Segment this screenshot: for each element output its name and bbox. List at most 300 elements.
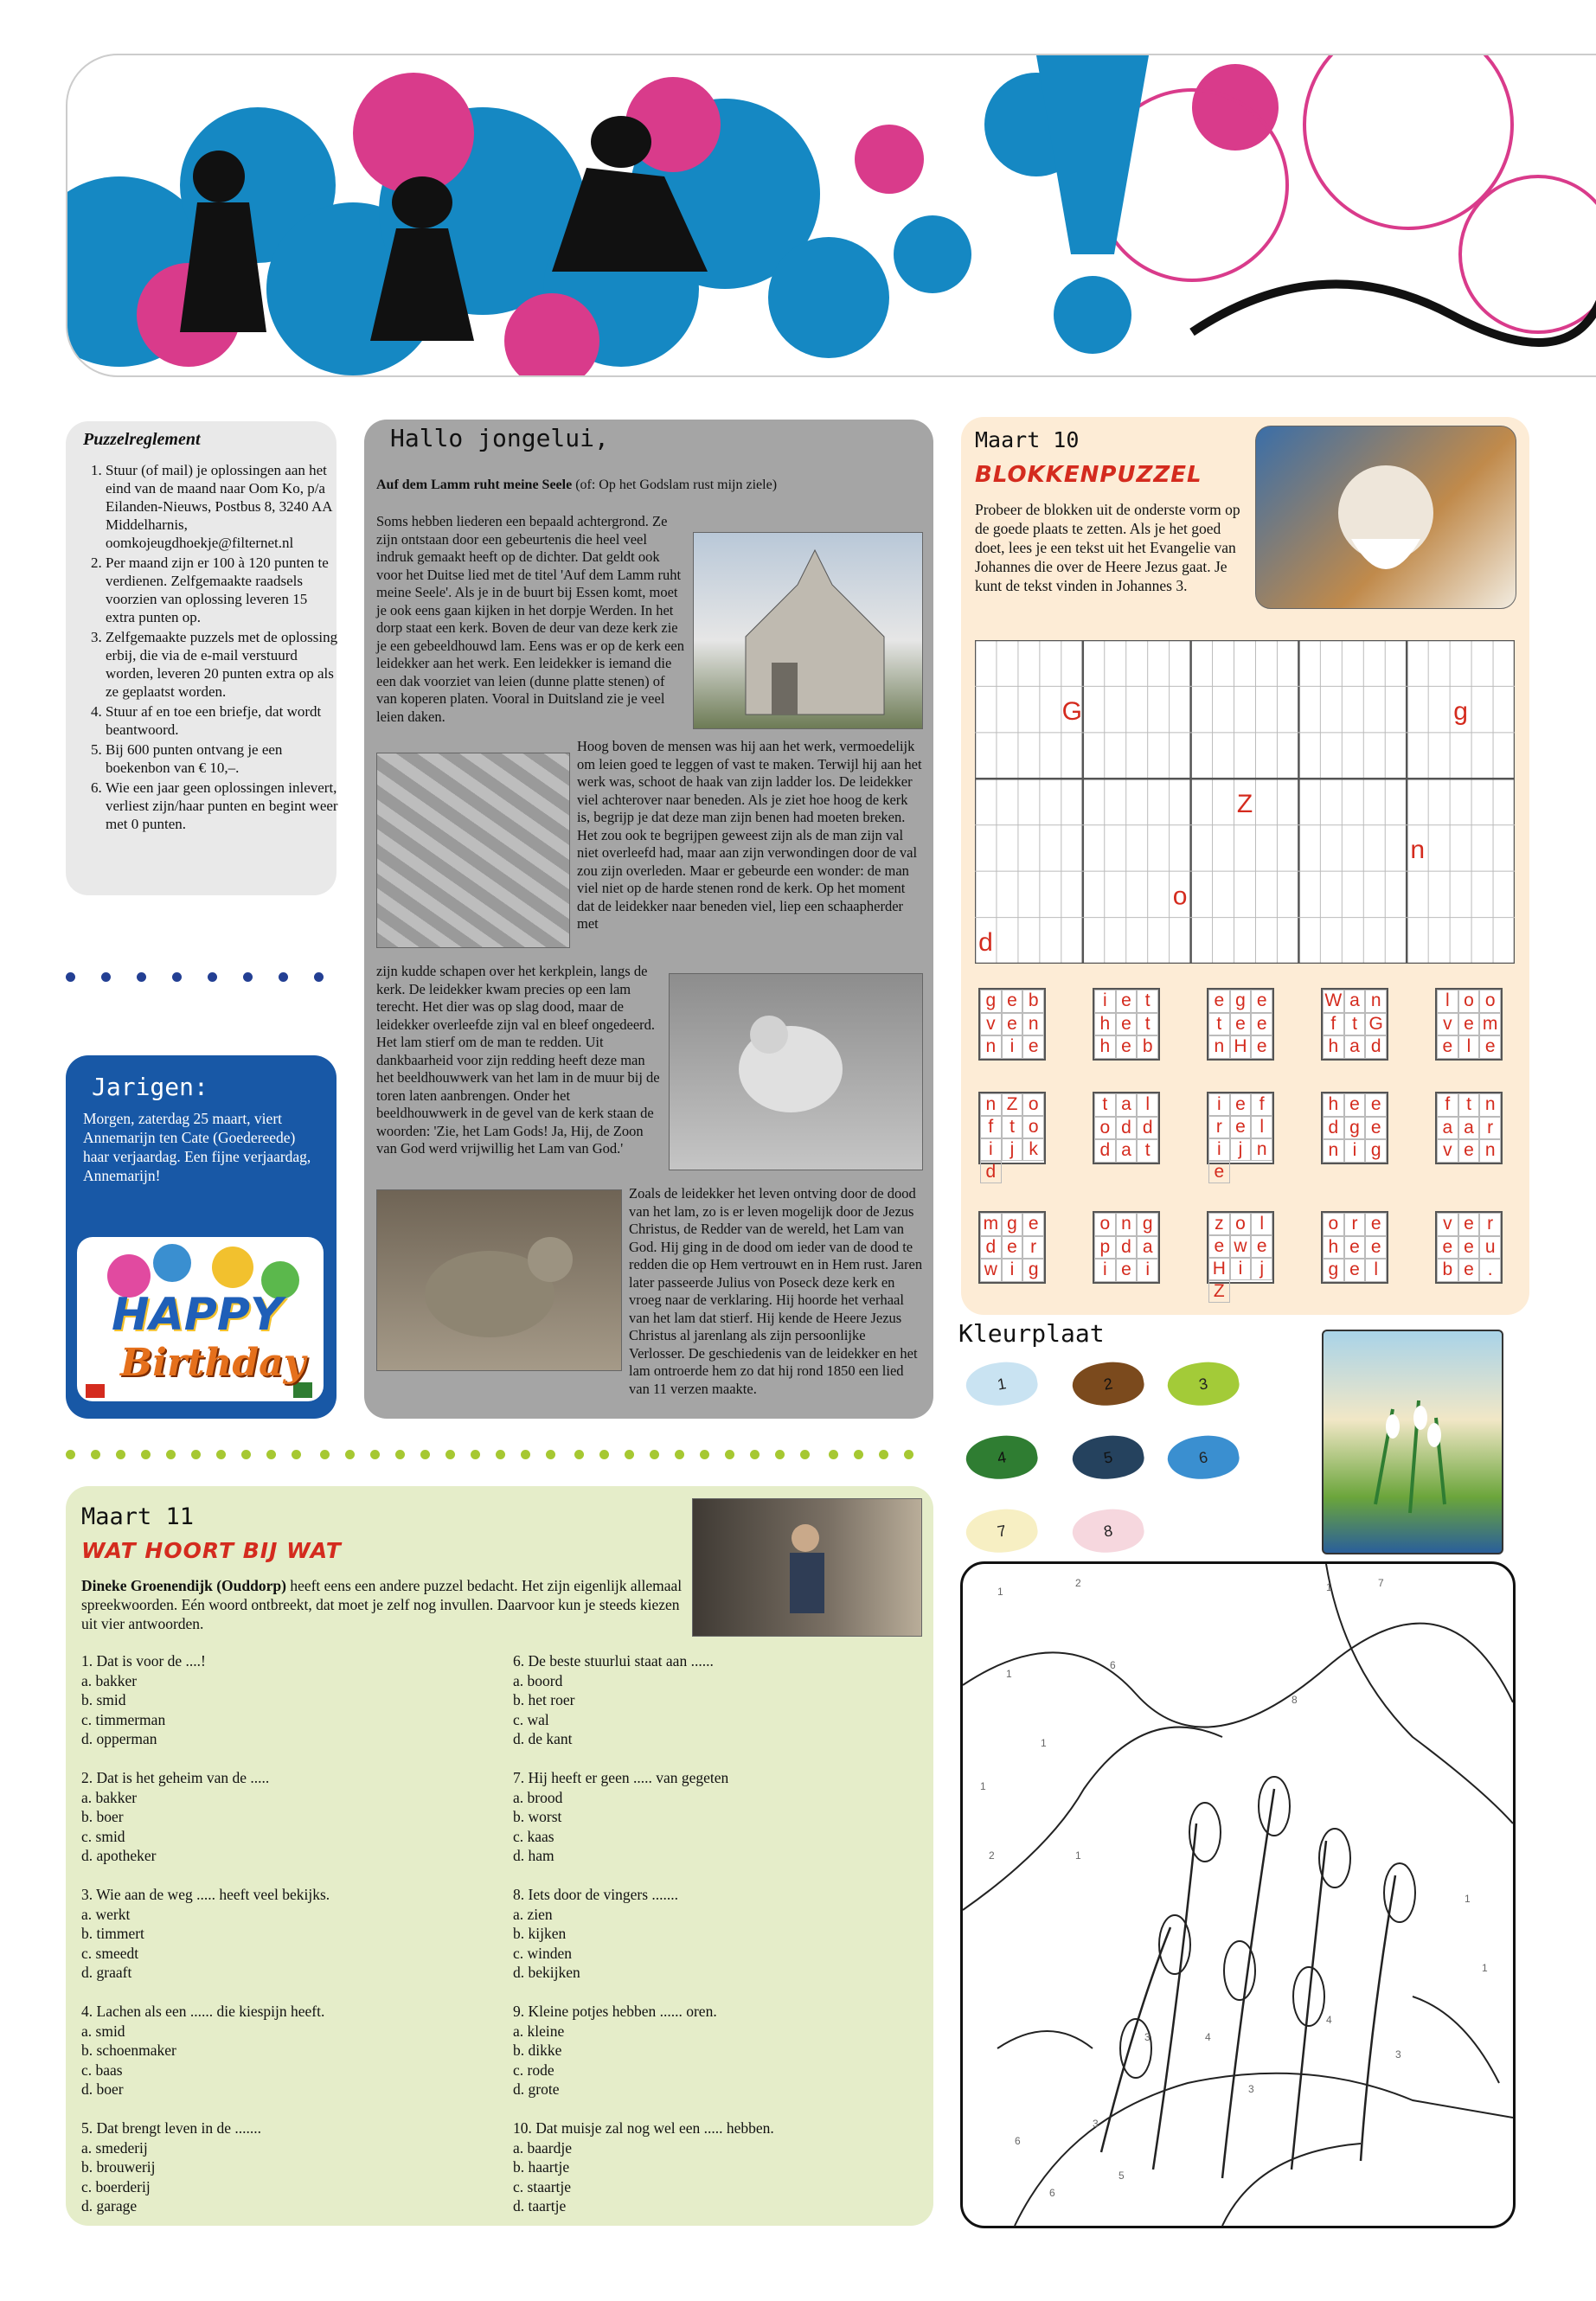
- block-letter: e: [1251, 1013, 1272, 1036]
- block-letter: w: [980, 1259, 1002, 1282]
- block-letter: n: [1251, 1138, 1272, 1161]
- quiz-answer-option[interactable]: c. boerderij: [81, 2177, 151, 2195]
- color-swatch: 5: [1069, 1430, 1146, 1484]
- puzzle-block[interactable]: [978, 1092, 1046, 1182]
- puzzle-block[interactable]: [1207, 988, 1274, 1061]
- article-subtitle-line: [376, 477, 921, 495]
- rule-item: 1. Stuur (of mail) je oplossingen aan het eind van de maand naar Oom Ko, p/a Eilanden-Nieuws, Postbus 8, 3240 AA Middelharnis, oomkojeugdhoekje@filternet.nl: [106, 461, 339, 552]
- block-letter: j: [1230, 1138, 1252, 1161]
- region-number: 7: [1378, 1577, 1384, 1589]
- color-swatch: 8: [1069, 1503, 1146, 1558]
- block-letter: i: [1208, 1093, 1230, 1116]
- block-letter: e: [1230, 1093, 1252, 1116]
- block-letter: a: [1116, 1139, 1138, 1163]
- quiz-intro-name: Dineke Groenendijk (Ouddorp): [81, 1577, 286, 1594]
- birthday-text: Morgen, zaterdag 25 maart, viert Annemarijn ten Cate (Goedereede) haar verjaardag. Een fijne verjaardag, Annemarijn!: [83, 1110, 311, 1184]
- block-letter: l: [1251, 1116, 1272, 1138]
- block-letter: a: [1344, 1035, 1366, 1059]
- block-letter: n: [1208, 1035, 1230, 1059]
- block-letter: e: [1022, 1213, 1044, 1236]
- article-block-3: zijn kudde schapen over het kerkplein, langs de kerk. De leidekker kwam precies op een lam terecht. Het dier was op slag dood, maar de leidekker overleefde zijn val en bleef ongedeerd. Het lam stierf om de man te redden. Uit dankbaarheid voor zijn redding heeft deze man het beeldhouwwerk van het lam in de muur bij de toren laten aanbrengen. Onder het beeldhouwwerk in de gevel van de kerk staan de woorden: 'Zie, het Lam Gods! Ja, Hij, de Zoon van God werd vrijwillig het Lam van God.': [376, 963, 660, 1157]
- block-letter: g: [1137, 1213, 1158, 1236]
- quiz-answer-option[interactable]: c. kaas: [513, 1827, 554, 1845]
- rule-item: 4. Stuur af en toe een briefje, dat wordt beantwoord.: [106, 702, 339, 739]
- header-banner: [66, 54, 1596, 377]
- block-letter: n: [1479, 1139, 1501, 1163]
- quiz-question: [513, 2118, 920, 2216]
- quiz-question-text: 1. Dat is voor de ....!: [81, 1652, 206, 1670]
- block-letter: e: [1002, 1236, 1023, 1259]
- block-letter: a: [1437, 1117, 1458, 1140]
- quiz-answer-option[interactable]: d. ham: [513, 1847, 554, 1864]
- block-letter: d: [1094, 1139, 1116, 1163]
- block-letter: e: [1437, 1236, 1458, 1259]
- block-puzzle-date: Maart 10: [975, 427, 1080, 452]
- quiz-answer-option[interactable]: c. wal: [513, 1710, 549, 1728]
- region-number: 4: [1326, 2014, 1332, 2026]
- quiz-question: [81, 1768, 497, 1866]
- block-letter: g: [1365, 1139, 1387, 1163]
- block-letter: d: [1323, 1117, 1344, 1140]
- block-letter: o: [1094, 1213, 1116, 1236]
- block-letter: n: [980, 1035, 1002, 1059]
- region-number: 1: [1075, 1849, 1081, 1862]
- quiz-question: [81, 1885, 497, 1983]
- quiz-question-text: 7. Hij heeft er geen ..... van gegeten: [513, 1769, 729, 1786]
- block-letter: t: [1208, 1013, 1230, 1036]
- coloring-title: Kleurplaat: [958, 1319, 1105, 1348]
- block-letter: e: [1022, 1035, 1044, 1059]
- block-letter: m: [1479, 1013, 1501, 1036]
- block-letter: h: [1094, 1013, 1116, 1036]
- block-letter: i: [1002, 1035, 1023, 1059]
- region-number: 4: [1205, 2031, 1211, 2043]
- block-letter: p: [1094, 1236, 1116, 1259]
- region-number: 3: [1395, 2048, 1401, 2061]
- block-letter: e: [1437, 1035, 1458, 1059]
- rule-item: 5. Bij 600 punten ontvang je een boekenbon van € 10,–.: [106, 740, 339, 777]
- quiz-question: [513, 1885, 920, 1983]
- block-letter: l: [1437, 990, 1458, 1013]
- color-swatch: 4: [963, 1430, 1040, 1484]
- church-photo: [693, 532, 923, 729]
- birthday-title: Jarigen:: [92, 1073, 208, 1101]
- block-letter: o: [1022, 1093, 1044, 1116]
- block-letter: e: [1208, 990, 1230, 1013]
- quiz-question: [513, 1651, 920, 1749]
- grid-letter: G: [1061, 696, 1082, 726]
- block-letter: r: [1479, 1117, 1501, 1140]
- quiz-question-text: 2. Dat is het geheim van de .....: [81, 1769, 270, 1786]
- block-letter: H: [1208, 1258, 1230, 1280]
- block-letter: t: [1137, 1013, 1158, 1036]
- block-letter: e: [1344, 1236, 1366, 1259]
- block-letter: .: [1479, 1259, 1501, 1282]
- region-number: 1: [997, 1586, 1003, 1598]
- block-letter: l: [1137, 1093, 1158, 1117]
- block-letter: b: [1437, 1259, 1458, 1282]
- letter-grid: [975, 640, 1515, 964]
- block-letter: u: [1479, 1236, 1501, 1259]
- block-letter: d: [980, 1236, 1002, 1259]
- block-letter: G: [1365, 1013, 1387, 1036]
- block-letter: a: [1344, 990, 1366, 1013]
- region-number: 1: [1041, 1737, 1047, 1749]
- blue-dot-divider: [66, 971, 349, 986]
- article-subtitle: Auf dem Lamm ruht meine Seele: [376, 478, 573, 492]
- quiz-question-text: 6. De beste stuurlui staat aan ......: [513, 1652, 714, 1670]
- article-title: Hallo jongelui,: [390, 424, 609, 452]
- block-letter: e: [1251, 1235, 1272, 1258]
- block-letter: i: [1208, 1138, 1230, 1161]
- quiz-question-text: 8. Iets door de vingers .......: [513, 1886, 679, 1903]
- quiz-answer-option[interactable]: a. bakker: [81, 1671, 138, 1689]
- block-letter: k: [1022, 1138, 1044, 1161]
- region-number: 1: [1006, 1668, 1012, 1680]
- snowdrop-outline: [963, 1564, 1513, 2226]
- quiz-answer-option[interactable]: b. haartje: [513, 2158, 570, 2176]
- block-letter: e: [1458, 1013, 1480, 1036]
- quiz-answer-option[interactable]: d. grote: [513, 2080, 560, 2098]
- block-letter: g: [1022, 1259, 1044, 1282]
- color-swatch: 2: [1069, 1356, 1146, 1411]
- color-swatch: 6: [1164, 1430, 1241, 1484]
- block-letter: n: [980, 1093, 1002, 1116]
- grid-letter: g: [1453, 696, 1468, 726]
- block-letter: g: [1002, 1213, 1023, 1236]
- block-letter: j: [1251, 1258, 1272, 1280]
- quiz-answer-option[interactable]: c. smid: [81, 1827, 125, 1845]
- quiz-answer-option[interactable]: b. schoenmaker: [81, 2041, 176, 2059]
- rule-item: 6. Wie een jaar geen oplossingen inlevert, verliest zijn/haar punten en begint weer met 0 punten.: [106, 779, 339, 833]
- region-number: 6: [1015, 2135, 1021, 2147]
- quiz-question: [81, 1651, 497, 1749]
- puzzle-block[interactable]: [1321, 1211, 1388, 1284]
- block-letter: e: [1208, 1235, 1230, 1258]
- block-letter: e: [1116, 1035, 1138, 1059]
- block-letter: n: [1022, 1013, 1044, 1036]
- quiz-answer-option[interactable]: a. smid: [81, 2022, 125, 2040]
- block-letter: h: [1323, 1236, 1344, 1259]
- block-letter: d: [1137, 1117, 1158, 1140]
- puzzle-block[interactable]: [1093, 988, 1160, 1061]
- block-letter: f: [1437, 1093, 1458, 1117]
- quiz-answer-option[interactable]: b. smid: [81, 1691, 126, 1708]
- block-letter: e: [1365, 1117, 1387, 1140]
- quiz-question-text: 4. Lachen als een ...... die kiespijn heeft.: [81, 2003, 325, 2020]
- prophet-illustration: [1255, 426, 1516, 609]
- quiz-question-text: 5. Dat brengt leven in de .......: [81, 2119, 262, 2137]
- block-letter: l: [1458, 1035, 1480, 1059]
- block-letter: e: [1116, 1013, 1138, 1036]
- rules-box: [66, 421, 337, 895]
- birthday-word: Birthday: [120, 1341, 306, 1385]
- puzzle-block[interactable]: [1093, 1092, 1160, 1164]
- quiz-answer-option[interactable]: a. kleine: [513, 2022, 565, 2040]
- block-letter: e: [1458, 1236, 1480, 1259]
- region-number: 1: [1482, 1962, 1488, 1974]
- block-letter: e: [1365, 1236, 1387, 1259]
- quiz-answer-option[interactable]: b. het roer: [513, 1691, 575, 1708]
- puzzle-block[interactable]: [1321, 1092, 1388, 1164]
- puzzle-block[interactable]: [1435, 988, 1503, 1061]
- block-letter: h: [1323, 1035, 1344, 1059]
- quiz-question-text: 10. Dat muisje zal nog wel een ..... hebben.: [513, 2119, 774, 2137]
- quiz-intro: [81, 1576, 687, 1633]
- block-letter: r: [1208, 1116, 1230, 1138]
- quiz-right-column: [513, 1651, 920, 2235]
- block-letter: Z: [1002, 1093, 1023, 1116]
- block-letter: d: [1365, 1035, 1387, 1059]
- block-letter: v: [1437, 1139, 1458, 1163]
- quiz-answer-option[interactable]: d. taartje: [513, 2197, 567, 2214]
- puzzle-block[interactable]: [1435, 1092, 1503, 1164]
- block-letter: i: [1002, 1259, 1023, 1282]
- block-letter: o: [1458, 990, 1480, 1013]
- block-letter: g: [1344, 1117, 1366, 1140]
- block-letter: e: [1344, 1093, 1366, 1117]
- block-letter: n: [1116, 1213, 1138, 1236]
- block-letter: n: [1479, 1093, 1501, 1117]
- quiz-answer-option[interactable]: b. kijken: [513, 1925, 567, 1942]
- article-block-4: Zoals de leidekker het leven ontving door de dood van het lam, zo is er leven mogelijk door de Jezus Christus, de Redder van de wereld, het Lam van God. Hij ging in de dood om ieder van de dood te redden die op Hem vertrouwt en in Hem rust. Jaren later passeerde Julius von Poseck deze kerk en vroeg naar de verklaring. Hij hoorde het verhaal van het lam dat stierf. Hij kende de Heere Jezus Christus al jarenlang als zijn persoonlijke Verlosser. De geschiedenis van de leidekker en het lam ontroerde hem zo dat hij rond 1850 een lied van 11 verzen maakte.: [629, 1185, 923, 1397]
- block-puzzle-box: [961, 417, 1529, 1315]
- banner-illustration: [67, 55, 1596, 375]
- region-number: 1: [980, 1780, 986, 1792]
- lamb-sculpture-photo: [669, 973, 923, 1170]
- rule-item: 2. Per maand zijn er 100 à 120 punten te verdienen. Zelfgemaakte raadsels voorzien van oplossing leveren 15 extra punten op.: [106, 554, 339, 626]
- block-letter: d: [1116, 1236, 1138, 1259]
- block-letter: g: [980, 990, 1002, 1013]
- quiz-answer-option[interactable]: d. de kant: [513, 1730, 573, 1747]
- block-letter: e: [1116, 1259, 1138, 1282]
- block-letter: n: [1323, 1139, 1344, 1163]
- block-letter: i: [980, 1138, 1002, 1161]
- quiz-answer-option[interactable]: b. worst: [513, 1808, 562, 1825]
- block-letter: e: [1365, 1213, 1387, 1236]
- color-swatch: 1: [963, 1356, 1040, 1411]
- region-number: 2: [989, 1849, 995, 1862]
- quiz-answer-option[interactable]: d. apotheker: [81, 1847, 157, 1864]
- region-number: 5: [1118, 2170, 1125, 2182]
- quiz-answer-option[interactable]: a. smederij: [81, 2138, 148, 2157]
- block-letter: z: [1208, 1213, 1230, 1235]
- block-letter: i: [1094, 1259, 1116, 1282]
- quiz-answer-option[interactable]: d. bekijken: [513, 1964, 580, 1981]
- quiz-answer-option[interactable]: a. zien: [513, 1905, 553, 1923]
- block-letter: i: [1094, 990, 1116, 1013]
- block-letter: g: [1323, 1259, 1344, 1282]
- block-letter: W: [1323, 990, 1344, 1013]
- quiz-question-text: 3. Wie aan de weg ..... heeft veel bekijks.: [81, 1886, 330, 1903]
- region-number: 1: [1326, 1581, 1332, 1593]
- block-letter: l: [1251, 1213, 1272, 1235]
- block-letter: d: [1116, 1117, 1138, 1140]
- block-letter: o: [1230, 1213, 1252, 1235]
- region-number: 3: [1144, 2031, 1151, 2043]
- puzzle-block[interactable]: [1093, 1211, 1160, 1284]
- block-letter: j: [1002, 1138, 1023, 1161]
- block-letter: l: [1365, 1259, 1387, 1282]
- block-letter: e: [1002, 990, 1023, 1013]
- block-letter: t: [1094, 1093, 1116, 1117]
- block-letter: e: [1365, 1093, 1387, 1117]
- quiz-left-column: [81, 1651, 497, 2235]
- quiz-answer-option[interactable]: a. boord: [513, 1671, 563, 1689]
- block-letter: t: [1002, 1116, 1023, 1138]
- block-letter: t: [1137, 1139, 1158, 1163]
- puzzle-block[interactable]: [978, 1211, 1046, 1284]
- quiz-intro-text: heeft eens een andere puzzel bedacht. Het zijn eigenlijk allemaal spreekwoorden. Eén woord ontbreekt, dat moet je zelf nog invullen. Daarvoor kun je steeds kiezen uit vier antwoorden.: [81, 1577, 683, 1632]
- block-letter: e: [1230, 1013, 1252, 1036]
- coloring-preview: [1322, 1330, 1503, 1554]
- birthday-box: [66, 1055, 337, 1419]
- quiz-answer-option[interactable]: c. smeedt: [81, 1944, 139, 1962]
- quiz-answer-option[interactable]: a. bakker: [81, 1788, 138, 1806]
- block-letter: n: [1365, 990, 1387, 1013]
- block-letter: b: [1022, 990, 1044, 1013]
- block-letter: e: [1208, 1161, 1230, 1183]
- puzzle-block[interactable]: [1207, 1211, 1274, 1301]
- block-letter: v: [980, 1013, 1002, 1036]
- quiz-question: [81, 2002, 497, 2099]
- block-letter: o: [1323, 1213, 1344, 1236]
- quiz-date: Maart 11: [81, 1503, 195, 1530]
- quiz-answer-option[interactable]: a. baardje: [513, 2138, 573, 2157]
- block-letter: d: [980, 1161, 1002, 1183]
- rule-item: 3. Zelfgemaakte puzzels met de oplossing erbij, die via de e-mail verstuurd worden, leveren 20 punten extra op als ze geplaatst worden.: [106, 628, 339, 701]
- quiz-answer-option[interactable]: a. werkt: [81, 1905, 131, 1923]
- region-number: 6: [1110, 1659, 1116, 1671]
- quiz-answer-option[interactable]: c. rode: [513, 2061, 554, 2079]
- region-number: 3: [1248, 2083, 1254, 2095]
- blacksmith-photo: [692, 1498, 922, 1637]
- quiz-question: [513, 1768, 920, 1866]
- quiz-title: WAT HOORT BIJ WAT: [81, 1538, 342, 1563]
- quiz-answer-option[interactable]: c. baas: [81, 2061, 123, 2079]
- quiz-answer-option[interactable]: c. staartje: [513, 2177, 572, 2195]
- block-letter: f: [1323, 1013, 1344, 1036]
- block-puzzle-title: BLOKKENPUZZEL: [975, 462, 1202, 488]
- quiz-answer-option[interactable]: d. opperman: [81, 1730, 157, 1747]
- block-letter: e: [1458, 1259, 1480, 1282]
- block-letter: m: [980, 1213, 1002, 1236]
- slate-roof-photo: [376, 753, 570, 948]
- block-letter: e: [1344, 1259, 1366, 1282]
- block-letter: Z: [1208, 1280, 1230, 1303]
- grid-letter: Z: [1236, 789, 1253, 818]
- block-letter: w: [1230, 1235, 1252, 1258]
- block-letter: a: [1458, 1117, 1480, 1140]
- stone-lamb-photo: [376, 1189, 622, 1371]
- quiz-answer-option[interactable]: b. boer: [81, 1808, 124, 1825]
- quiz-question: [513, 2002, 920, 2099]
- region-number: 8: [1292, 1694, 1298, 1706]
- block-letter: i: [1230, 1258, 1252, 1280]
- puzzle-block[interactable]: [1435, 1211, 1503, 1284]
- block-letter: t: [1344, 1013, 1366, 1036]
- quiz-answer-option[interactable]: d. graaft: [81, 1964, 132, 1981]
- article-box: [364, 420, 933, 1419]
- color-swatch: 3: [1164, 1356, 1241, 1411]
- article-subtitle-note: (of: Op het Godslam rust mijn ziele): [575, 478, 778, 492]
- quiz-answer-option[interactable]: c. winden: [513, 1944, 573, 1962]
- block-letter: f: [980, 1116, 1002, 1138]
- block-letter: f: [1251, 1093, 1272, 1116]
- grid-letter: d: [978, 928, 993, 958]
- block-letter: v: [1437, 1213, 1458, 1236]
- block-letter: h: [1323, 1093, 1344, 1117]
- birthday-image: [77, 1237, 324, 1401]
- block-letter: o: [1022, 1116, 1044, 1138]
- block-letter: e: [1116, 990, 1138, 1013]
- block-letter: H: [1230, 1035, 1252, 1059]
- block-letter: e: [1251, 1035, 1272, 1059]
- block-letter: e: [1002, 1013, 1023, 1036]
- block-letter: a: [1137, 1236, 1158, 1259]
- green-dot-divider: [66, 1448, 929, 1464]
- block-letter: t: [1458, 1093, 1480, 1117]
- happy-text: HAPPY: [112, 1289, 283, 1341]
- grid-letter: n: [1410, 836, 1426, 865]
- block-letter: g: [1230, 990, 1252, 1013]
- block-letter: e: [1230, 1116, 1252, 1138]
- quiz-question-text: 9. Kleine potjes hebben ...... oren.: [513, 2003, 717, 2020]
- block-letter: r: [1344, 1213, 1366, 1236]
- block-letter: e: [1479, 1035, 1501, 1059]
- puzzle-block[interactable]: [1321, 988, 1388, 1061]
- region-number: 2: [1075, 1577, 1081, 1589]
- block-letter: e: [1251, 990, 1272, 1013]
- quiz-answer-option[interactable]: c. timmerman: [81, 1710, 166, 1728]
- block-letter: i: [1344, 1139, 1366, 1163]
- block-letter: r: [1022, 1236, 1044, 1259]
- coloring-page: [960, 1561, 1516, 2228]
- block-letter: e: [1458, 1139, 1480, 1163]
- puzzle-block[interactable]: [978, 988, 1046, 1061]
- rules-list: [80, 461, 339, 835]
- block-letter: o: [1479, 990, 1501, 1013]
- color-swatch: 7: [963, 1503, 1040, 1558]
- quiz-answer-option[interactable]: b. brouwerij: [81, 2158, 156, 2176]
- quiz-question: [81, 2118, 497, 2216]
- block-letter: i: [1137, 1259, 1158, 1282]
- quiz-answer-option[interactable]: d. boer: [81, 2080, 124, 2098]
- region-number: 3: [1093, 2118, 1099, 2130]
- block-letter: t: [1137, 990, 1158, 1013]
- block-letter: a: [1116, 1093, 1138, 1117]
- block-letter: b: [1137, 1035, 1158, 1059]
- quiz-answer-option[interactable]: b. timmert: [81, 1925, 144, 1942]
- region-number: 6: [1049, 2187, 1055, 2199]
- block-puzzle-text: Probeer de blokken uit de onderste vorm op de goede plaats te zetten. Als je het goed doet, lees je een tekst uit het Evangelie van Johannes die over de Heere Jezus gaat. Je kunt de tekst vinden in Johannes 3.: [975, 501, 1240, 594]
- block-letter: h: [1094, 1035, 1116, 1059]
- block-letter: e: [1458, 1213, 1480, 1236]
- block-letter: o: [1094, 1117, 1116, 1140]
- quiz-answer-option[interactable]: d. garage: [81, 2197, 138, 2214]
- quiz-answer-option[interactable]: b. dikke: [513, 2041, 562, 2059]
- grid-letter: o: [1172, 881, 1188, 911]
- quiz-answer-option[interactable]: a. brood: [513, 1788, 563, 1806]
- quiz-box: [66, 1486, 933, 2226]
- puzzle-block[interactable]: [1207, 1092, 1274, 1182]
- region-number: 1: [1465, 1893, 1471, 1905]
- article-block-1: Soms hebben liederen een bepaald achtergrond. Ze zijn ontstaan door een gebeurtenis die heel veel indruk gemaakt heeft op de dichter. Dat geldt ook voor het Duitse lied met de titel 'Auf dem Lamm ruht meine Seele'. Als je in de buurt bij Essen komt, moet je ook eens gaan kijken in het dorpje Werden. In het dorp staat een kerk. Boven de deur van deze kerk zie je een gebeeldhouwd lam. Eens was er op de kerk een leidekker aan het werk. Een leidekker is iemand die een dak voorziet van leien (dunne platte stenen) of van koperen platen. Vooral in Duitsland zie je veel leien daken.: [376, 513, 684, 725]
- rules-title: Puzzelreglement: [83, 430, 201, 449]
- article-block-2: Hoog boven de mensen was hij aan het werk, vermoedelijk om leien goed te leggen of vast te maken. Terwijl hij aan het werk was, schoot de haak van zijn ladder los. De leidekker viel achterover naar beneden. Als je ziet hoe hoog de kerk is, begrijp je dat deze man zijn benen had moeten breken. Het zou ook te begrijpen geweest zijn als de man zijn val niet overleefd had, maar aan zijn verwondingen door de val zou zijn overleden. Maar er gebeurde een wonder: de man viel niet op de harde stenen rond de kerk. Op het moment dat de leidekker naar beneden viel, liep een schaapherder met: [577, 738, 922, 932]
- block-letter: r: [1479, 1213, 1501, 1236]
- block-letter: v: [1437, 1013, 1458, 1036]
